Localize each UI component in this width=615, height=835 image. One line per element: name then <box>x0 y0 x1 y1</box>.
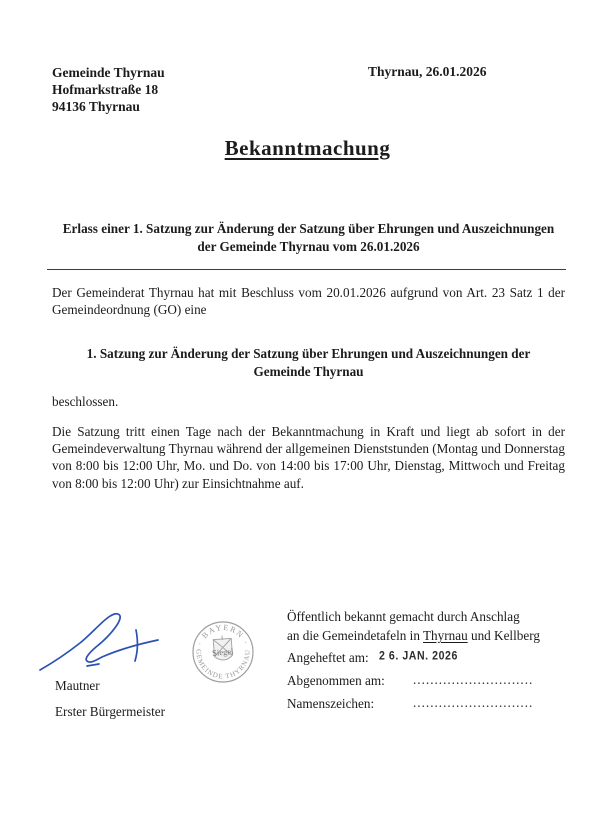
posting-line2-prefix: an die Gemeindetafeln in <box>287 628 423 643</box>
posting-notice-line-2 <box>287 628 540 644</box>
initials-dotted-line: ............................ <box>413 695 534 710</box>
place-date-line: Thyrnau, 26.01.2026 <box>368 64 487 79</box>
attached-label: Angeheftet am: <box>287 650 369 665</box>
posting-row-attached <box>287 650 458 668</box>
handwritten-signature <box>36 604 164 678</box>
subject-line-2: der Gemeinde Thyrnau vom 26.01.2026 <box>197 239 420 254</box>
horizontal-divider <box>47 269 566 270</box>
intro-paragraph: Der Gemeinderat Thyrnau hat mit Beschluss vom 20.01.2026 aufgrund von Art. 23 Satz 1 der Gemeindeordnung (GO) eine <box>52 285 565 318</box>
subject-line-1: Erlass einer 1. Satzung zur Änderung der Satzung über Ehrungen und Auszeichnungen <box>62 221 555 236</box>
document-title-text: Bekanntmachung <box>224 136 391 160</box>
signature-dash-stroke <box>87 664 99 666</box>
posting-row-removed <box>287 672 534 691</box>
seal-top-text: · BAYERN · <box>195 622 251 647</box>
ordinance-title-line-1: 1. Satzung zur Änderung der Satzung über Ehrungen und Auszeichnungen der <box>86 346 531 361</box>
ordinance-title-line-2: Gemeinde Thyrnau <box>253 364 364 379</box>
sender-city: 94136 Thyrnau <box>52 99 140 114</box>
ordinance-title <box>52 345 565 381</box>
posting-row-initials <box>287 695 534 714</box>
posting-line2-place: Thyrnau <box>422 628 468 643</box>
document-title <box>0 136 615 161</box>
signature-main-stroke <box>40 614 158 670</box>
attached-date-stamp: 2 6. JAN. 2026 <box>379 650 458 663</box>
signer-title: Erster Bürgermeister <box>55 704 165 719</box>
posting-line2-suffix: und Kellberg <box>467 628 540 643</box>
sender-street: Hofmarkstraße 18 <box>52 82 159 97</box>
resolved-text: beschlossen. <box>52 394 119 409</box>
signer-name: Mautner <box>55 678 100 693</box>
sender-address-block <box>52 64 165 115</box>
removed-date-dotted-line: ............................ <box>413 672 534 687</box>
municipal-seal <box>189 618 257 686</box>
seal-center-text: Siegel <box>211 646 234 658</box>
initials-label: Namenszeichen: <box>287 696 375 711</box>
body-paragraph: Die Satzung tritt einen Tage nach der Bekanntmachung in Kraft und liegt ab sofort in der Gemeindeverwaltung Thyrnau während der allgemeinen Dienststunden (Montag und Donnerstag von 8:00 bis 12:00 Uhr, Mo. und Do. von 14:00 bis 17:00 Uhr, Dienstag, Mittwoch und Freitag von 8:00 bis 12:00 Uhr) zur Einsichtnahme auf. <box>52 424 565 491</box>
subject-heading <box>52 220 565 256</box>
sender-name: Gemeinde Thyrnau <box>52 65 165 80</box>
removed-label: Abgenommen am: <box>287 673 385 688</box>
seal-bottom-text: GEMEINDE THYRNAU <box>194 649 252 681</box>
posting-notice-line-1: Öffentlich bekannt gemacht durch Anschlag <box>287 609 520 624</box>
